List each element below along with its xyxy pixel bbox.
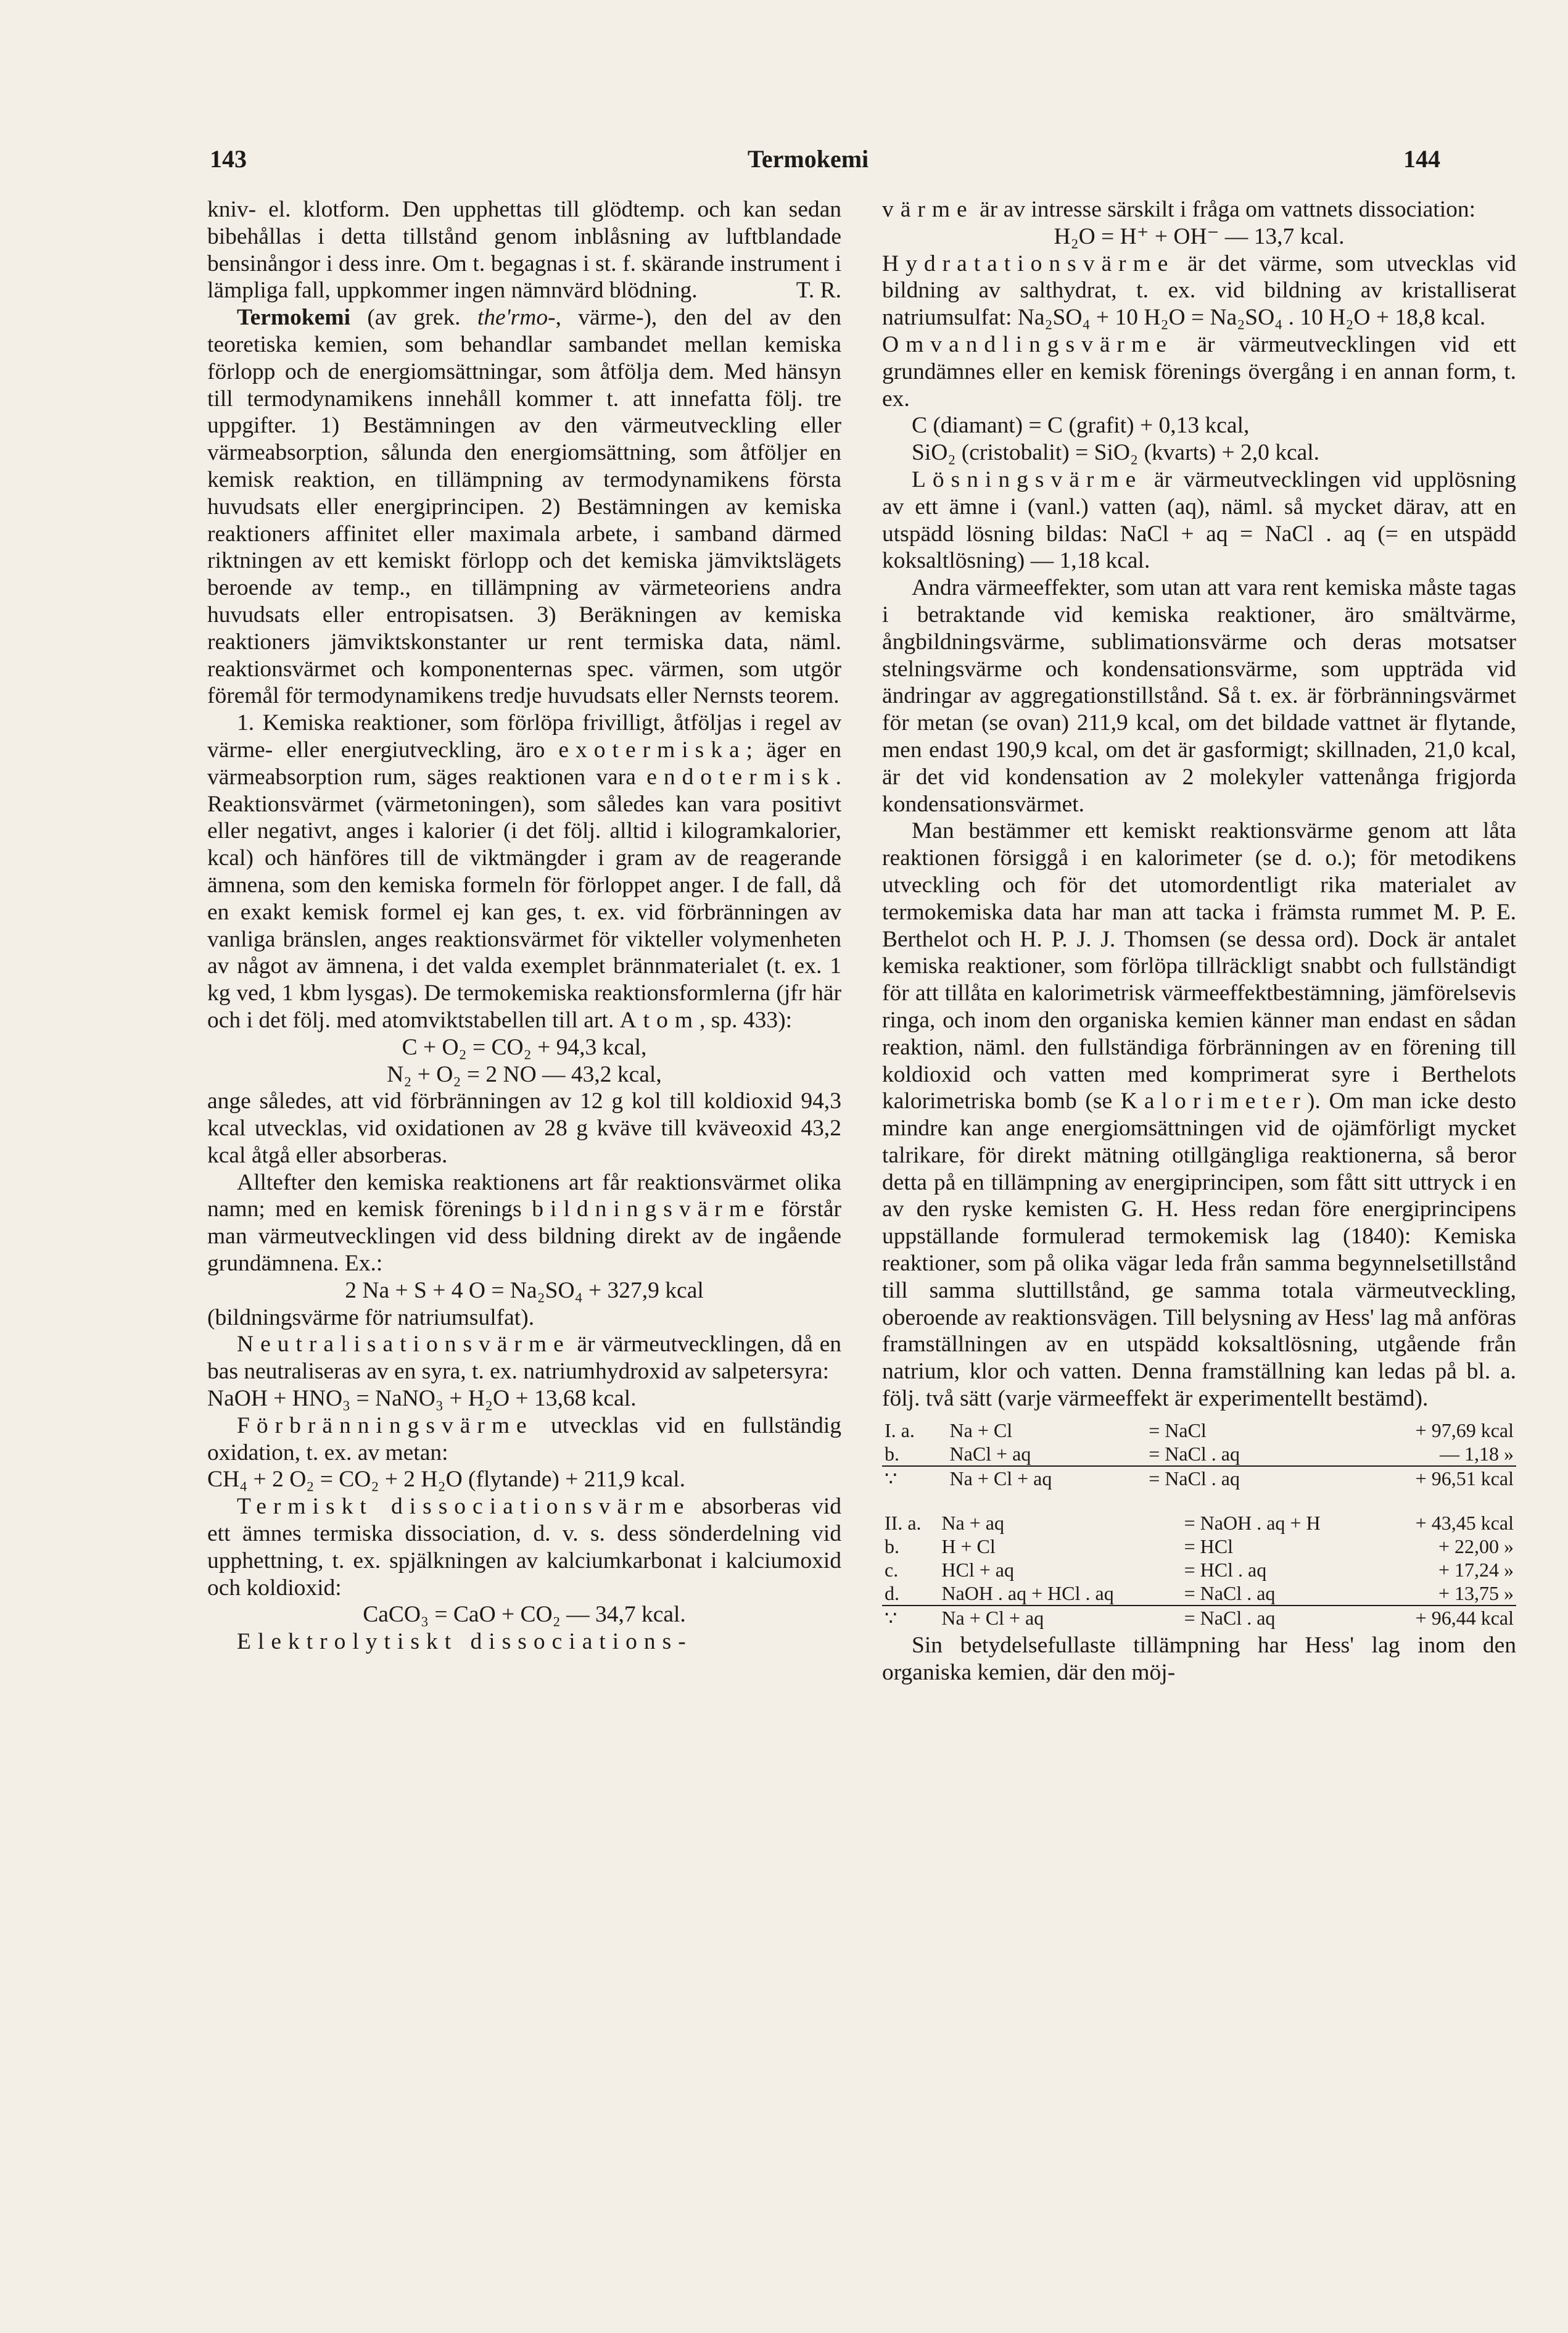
table-row: I. a. Na + Cl = NaCl + 97,69 kcal bbox=[885, 1419, 1514, 1441]
paragraph: Neutralisationsvärme är värmeutvecklingen, då en bas neutraliseras av en syra, t. ex. natriumhydroxid av salpetersyra: bbox=[207, 1332, 841, 1385]
paragraph: Hydratationsvärme är det värme, som utvecklas vid bildning av salthydrat, t. ex. vid bildning av kristalliserat natriumsulfat: Na₂SO₄ + 10 H₂O = Na₂SO₄ . 10 H₂O + 18,8 kcal. bbox=[882, 251, 1516, 331]
signature: T. R. bbox=[796, 278, 841, 304]
spaced-term: Atom bbox=[619, 1007, 700, 1033]
equation: N₂ + O₂ = 2 NO — 43,2 kcal, bbox=[387, 1061, 662, 1087]
table-row: c. HCl + aq = HCl . aq + 17,24 » bbox=[885, 1558, 1514, 1581]
spaced-term: Hydratationsvärme bbox=[882, 251, 1175, 276]
spaced-term: exotermiska bbox=[558, 737, 746, 763]
spaced-term: Kalorimeter bbox=[1120, 1088, 1307, 1114]
spaced-term: Lösningsvärme bbox=[912, 466, 1143, 492]
etymology: the'rmo- bbox=[477, 305, 556, 331]
page-header bbox=[0, 144, 1568, 188]
left-column bbox=[207, 196, 841, 1655]
equation: C (diamant) = C (grafit) + 0,13 kcal, bbox=[912, 413, 1250, 439]
table-sum-row: ∵ Na + Cl + aq = NaCl . aq + 96,44 kcal bbox=[882, 1606, 1516, 1630]
table-row: b. H + Cl = HCl + 22,00 » bbox=[885, 1535, 1514, 1557]
paragraph: Förbränningsvärme utvecklas vid en fullständig oxidation, t. ex. av metan: bbox=[207, 1412, 841, 1465]
equation: C + O₂ = CO₂ + 94,3 kcal, bbox=[402, 1034, 647, 1060]
paragraph: Alltefter den kemiska reaktionens art får reaktionsvärmet olika namn; med en kemisk förenings bildningsvärme förstår man värmeutvecklingen vid dess bildning direkt av de ingående grundämnena. Ex.: bbox=[207, 1169, 841, 1277]
paragraph: 1. Kemiska reaktioner, som förlöpa frivilligt, åtföljas i regel av värme- eller energiutveckling, äro exotermiska; äger en värmeabsorption rum, säges reaktionen vara endotermisk. Reaktionsvärmet (värmetoningen), som således kan vara positivt eller negativt, anges i kalorier (i det följ. alltid i kilogramkalorier, kcal) och hänföres till de viktmängder i gram av de reagerande ämnena, som den kemiska formeln för förloppet anger. I de fall, då en exakt kemisk formel ej kan ges, t. ex. vid förbränningen av vanliga bränslen, anges reaktionsvärmet för vikteller volymenheten av något av ämnena, i det valda exemplet brännmaterialet (t. ex. 1 kg ved, 1 kbm lysgas). De termokemiska reaktionsformlerna (jfr här och i det följ. med atomviktstabellen till art. Atom, sp. 433): bbox=[207, 710, 841, 1033]
table-sum-row: ∵ Na + Cl + aq = NaCl . aq + 96,51 kcal bbox=[882, 1466, 1516, 1490]
paragraph: värme är av intresse särskilt i fråga om vattnets dissociation: bbox=[882, 197, 1476, 222]
equation: SiO₂ (cristobalit) = SiO₂ (kvarts) + 2,0 kcal. bbox=[912, 440, 1320, 466]
paragraph: kniv- el. klotform. Den upphettas till glödtemp. och kan sedan bibehållas i detta tillstånd genom inblåsning av luftblandade bensinångor i dess inre. Om t. begagnas i st. f. skärande instrument i lämpliga fall, uppkommer ingen nämnvärd blödning. T. R. bbox=[207, 197, 841, 304]
spaced-term: bildningsvärme bbox=[532, 1196, 771, 1222]
hess-table-1 bbox=[882, 1419, 1516, 1490]
spaced-term: endotermisk bbox=[646, 764, 836, 790]
paragraph: ange således, att vid förbränningen av 12 g kol till koldioxid 94,3 kcal utvecklas, vid oxidationen av 28 g kväve till kväveoxid 43,2 kcal åtgå eller absorberas. bbox=[207, 1088, 841, 1168]
equation: H₂O = H⁺ + OH⁻ — 13,7 kcal. bbox=[1054, 223, 1345, 249]
equation: CH₄ + 2 O₂ = CO₂ + 2 H₂O (flytande) + 211,9 kcal. bbox=[207, 1467, 685, 1493]
table-row: d. NaOH . aq + HCl . aq = NaCl . aq + 13,75 » bbox=[885, 1581, 1514, 1604]
paragraph: Man bestämmer ett kemiskt reaktionsvärme genom att låta reaktionen försiggå i en kalorimeter (se d. o.); för metodikens utveckling och för det utomordentligt rika materialet av termokemiska data har man att tacka i främsta rummet M. P. E. Berthelot och H. P. J. J. Thomsen (se dessa ord). Dock är antalet kemiska reaktioner, som förlöpa tillräckligt snabbt och fullständigt för att tillåta en kalorimetrisk värmeeffektbestämning, jämförelsevis ringa, och inom den organiska kemien känner man endast en sådan reaktion, näml. den fullständiga förbränningen av en förening till koldioxid och vatten med komprimerat syre i Berthelots kalorimetriska bomb (se Kalorimeter). Om man icke desto mindre kan ange energiomsättningen vid de ojämförligt mycket talrikare, för direkt mätning otillgängliga reaktionerna, så beror detta på en tillämpning av energiprincipen, som fått sitt uttryck i en av den ryske kemisten G. H. Hess redan före energiprincipens uppställande formulerad termokemisk lag (1840): Kemiska reaktioner, som på olika vägar leda från samma begynnelsetillstånd till samma sluttillstånd, ge samma totala värmeutveckling, oberoende av reaktionsvägen. Till belysning av Hess' lag må anföras framställningen av en utspädd koksaltlösning, utgående från natrium, klor och vatten. Denna framställning kan ledas på bl. a. följ. två sätt (varje värmeeffekt är experimentellt bestämd). bbox=[882, 818, 1516, 1412]
equation: 2 Na + S + 4 O = Na₂SO₄ + 327,9 kcal bbox=[345, 1277, 704, 1303]
spaced-term: Elektrolytiskt dissociations- bbox=[237, 1629, 693, 1655]
equation-note: (bildningsvärme för natriumsulfat). bbox=[207, 1304, 535, 1330]
spaced-term: Omvandlingsvärme bbox=[882, 331, 1173, 357]
paragraph: Termiskt dissociationsvärme absorberas vid ett ämnes termiska dissociation, d. v. s. dess sönderdelning vid upphettning, t. ex. spjälkningen av kalciumkarbonat i kalciumoxid och koldioxid: bbox=[207, 1494, 841, 1601]
paragraph: Omvandlingsvärme är värmeutvecklingen vid ett grundämnes eller en kemisk förenings övergång i en annan form, t. ex. bbox=[882, 331, 1516, 412]
paragraph: Sin betydelsefullaste tillämpning har Hess' lag inom den organiska kemien, där den möj- bbox=[882, 1632, 1516, 1685]
paragraph bbox=[207, 1628, 841, 1655]
entry-headword: Termokemi bbox=[237, 305, 351, 331]
spaced-term: Förbränningsvärme bbox=[237, 1412, 534, 1438]
table-row: II. a. Na + aq = NaOH . aq + H + 43,45 kcal bbox=[885, 1511, 1514, 1534]
equation: CaCO₃ = CaO + CO₂ — 34,7 kcal. bbox=[363, 1602, 686, 1628]
spaced-term: Termiskt dissociationsvärme bbox=[237, 1494, 691, 1520]
hess-table-2 bbox=[882, 1511, 1516, 1630]
right-column bbox=[882, 196, 1516, 1686]
paragraph: Andra värmeeffekter, som utan att vara rent kemiska måste tagas i betraktande vid kemiska reaktioner, äro smältvärme, ångbildningsvärme, sublimationsvärme och deras motsatser stelningsvärme och kondensationsvärme, som uppträda vid ändringar av aggregationstillstånd. Så t. ex. är förbränningsvärmet för metan (se ovan) 211,9 kcal, om det bildade vattnet är flytande, men endast 190,9 kcal, om det är gasformigt; skillnaden, 21,0 kcal, är det vid kondensation av 2 molekyler vattenånga frigjorda kondensationsvärmet. bbox=[882, 575, 1516, 817]
paragraph: Lösningsvärme är värmeutvecklingen vid upplösning av ett ämne i (vanl.) vatten (aq), näml. så mycket därav, att en utspädd lösning bildas: NaCl + aq = NaCl . aq (= en utspädd koksaltlösning) — 1,18 kcal. bbox=[882, 466, 1516, 574]
table-row: b. NaCl + aq = NaCl . aq — 1,18 » bbox=[885, 1442, 1514, 1465]
equation: NaOH + HNO₃ = NaNO₃ + H₂O + 13,68 kcal. bbox=[207, 1386, 637, 1412]
spaced-term: Neutralisationsvärme bbox=[237, 1332, 571, 1357]
spaced-term: värme bbox=[882, 197, 974, 222]
entry-paragraph: Termokemi (av grek. the'rmo-, värme-), den del av den teoretiska kemien, som behandlar sambandet mellan kemiska förlopp och de energiomsättningar, som åtfölja dem. Med hänsyn till termodynamikens innehåll kommer t. att innefatta följ. tre uppgifter. 1) Bestämningen av den värmeutveckling eller värmeabsorption, sålunda den energiomsättning, som åtföljer en kemisk reaktion, en tillämpning av termodynamikens första huvudsats eller energiprincipen. 2) Bestämningen av kemiska reaktioners affinitet eller maximala arbete, i samband därmed riktningen av ett kemiskt förlopp och det kemiska jämviktslägets beroende av temp., en tillämpning av värmeteoriens andra huvudsats eller entropisatsen. 3) Beräkningen av kemiska reaktioners jämviktskonstanter ur rent termiska data, näml. reaktionsvärmet och komponenternas spec. värmen, som utgör föremål för termodynamikens tredje huvudsats eller Nernsts teorem. bbox=[207, 305, 842, 709]
page-number-left: 143 bbox=[210, 145, 247, 173]
table-spacer bbox=[882, 1493, 1516, 1505]
page-number-right: 144 bbox=[1403, 145, 1440, 173]
running-title: Termokemi bbox=[747, 145, 869, 173]
